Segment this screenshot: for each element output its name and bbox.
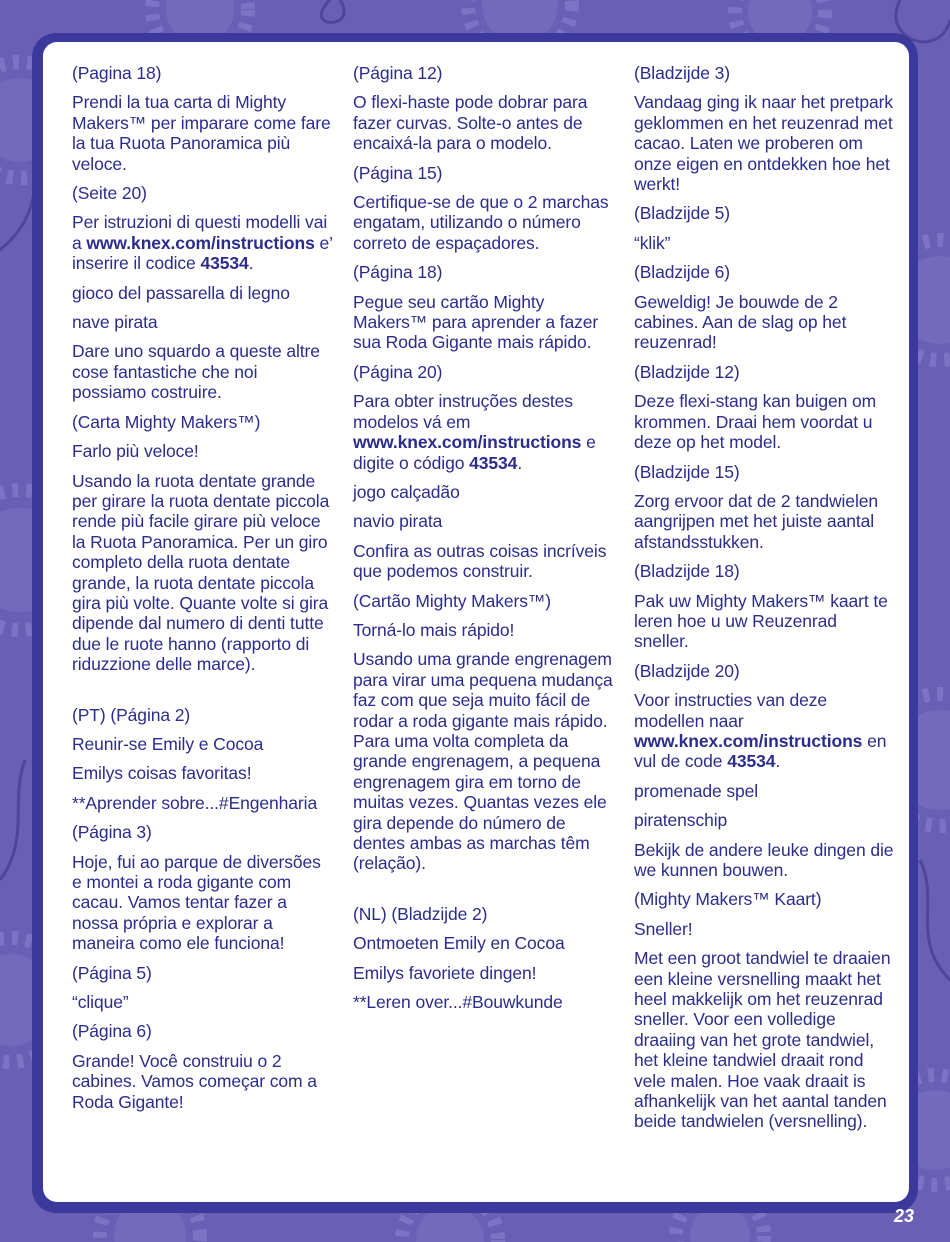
paragraph: Dare uno squardo a queste altre cose fantastiche che noi possiamo costruire. (72, 341, 320, 403)
paragraph: Deze flexi-stang kan buigen om krommen. Draai hem voordat u deze op het model. (634, 391, 877, 453)
page-ref: (Pagina 18) (72, 63, 162, 83)
paragraph: **Aprender sobre...#Engenharia (72, 792, 318, 813)
paragraph: “klik” (634, 232, 671, 253)
paragraph: navio pirata (353, 511, 443, 532)
paragraph: Ontmoeten Emily en Cocoa (353, 933, 565, 954)
page-ref: (Cartão Mighty Makers™) (353, 590, 552, 611)
paragraph: O flexi-haste pode dobrar para fazer curvas. Solte-o antes de encaixá-la para o modelo. (353, 92, 588, 154)
page-ref: (Página 18) (353, 262, 443, 283)
page-ref: (Página 15) (353, 162, 443, 183)
instructions-paragraph: Per istruzioni di questi modelli vai a www.knex.com/instructions e’ inserire il codice 43534. (72, 212, 333, 274)
page-ref: (Página 20) (353, 361, 443, 382)
page-ref: (Página 6) (72, 1021, 152, 1042)
page-ref: (Bladzijde 20) (634, 660, 740, 681)
paragraph: Grande! Você construiu o 2 cabines. Vamos começar com a Roda Gigante! (72, 1050, 317, 1112)
page-ref: (Bladzijde 15) (634, 461, 740, 482)
paragraph: “clique” (72, 992, 129, 1013)
paragraph: Vandaag ging ik naar het pretpark geklommen en het reuzenrad met cacao. Laten we proberen om onze eigen en ontdekken hoe het werkt! (634, 92, 894, 195)
page-ref: (Página 5) (72, 962, 152, 983)
paragraph: Certifique-se de que o 2 marchas engatam, utilizando o número correto de espaçadores. (353, 192, 609, 253)
page-ref: (Seite 20) (72, 183, 147, 204)
paragraph: Usando uma grande engrenagem para virar uma pequena mudança faz com que seja muito fácil de rodar a roda gigante mais rápido. Para uma volta completa da grande engrenagem, a pequena engrenagem gira em torno de muitas vezes. Quantas vezes ele gira depende do número de dentes ambas as marchas têm (relação). (353, 649, 613, 874)
paragraph: Emilys favoriete dingen! (353, 962, 537, 983)
paragraph: piratenschip (634, 810, 728, 831)
model-code: 43534 (469, 452, 518, 473)
page-ref: (Bladzijde 6) (634, 262, 730, 283)
paragraph: Bekijk de andere leuke dingen die we kunnen bouwen. (634, 839, 894, 880)
page-ref: (Carta Mighty Makers™) (72, 411, 261, 432)
page-ref: (Bladzijde 5) (634, 203, 730, 224)
paragraph: Emilys coisas favoritas! (72, 763, 252, 784)
paragraph: Geweldig! Je bouwde de 2 cabines. Aan de slag op het reuzenrad! (634, 291, 847, 353)
paragraph: Pak uw Mighty Makers™ kaart te leren hoe u uw Reuzenrad sneller. (634, 590, 888, 652)
section-heading: (PT) (Página 2) (72, 704, 191, 725)
page-ref: (Página 12) (353, 63, 443, 83)
model-code: 43534 (727, 751, 776, 772)
paragraph: gioco del passarella di legno (72, 282, 290, 303)
paragraph: Usando la ruota dentate grande per girare la ruota dentate piccola rende più facile girare più veloce la Ruota Panoramica. Per un giro completo della ruota dentate grande, la ruota dentate piccola gira più volte. Quante volte si gira dipende dal numero di denti tutte due le ruote hanno (rapporto di riduzzione delle marce). (72, 470, 330, 675)
model-code: 43534 (200, 253, 249, 274)
column-italian (72, 63, 334, 1121)
instructions-url: www.knex.com/instructions (353, 432, 582, 453)
paragraph: nave pirata (72, 312, 158, 333)
paragraph: **Leren over...#Bouwkunde (353, 992, 563, 1013)
paragraph: Torná-lo mais rápido! (353, 619, 515, 640)
paragraph: Prendi la tua carta di Mighty Makers™ per imparare come fare la tua Ruota Panoramica più veloce. (72, 92, 331, 174)
page-ref: (Bladzijde 12) (634, 361, 740, 382)
paragraph: Confira as outras coisas incríveis que podemos construir. (353, 540, 607, 582)
instructions-url: www.knex.com/instructions (634, 730, 863, 751)
paragraph: promenade spel (634, 780, 759, 801)
paragraph: Sneller! (634, 918, 693, 939)
column-dutch (634, 63, 896, 1141)
paragraph: Farlo più veloce! (72, 441, 199, 462)
page-ref: (Página 3) (72, 822, 152, 843)
page-ref: (Bladzijde 3) (634, 63, 730, 83)
instructions-paragraph: Para obter instruções destes modelos vá em www.knex.com/instructions e digite o código 43534. (353, 391, 596, 473)
instructions-url: www.knex.com/instructions (86, 232, 315, 253)
paragraph: Hoje, fui ao parque de diversões e montei a roda gigante com cacau. Vamos tentar fazer a nossa própria e explorar a maneira como ele funciona! (72, 851, 321, 954)
page-ref: (Bladzijde 18) (634, 561, 740, 582)
paragraph: Zorg ervoor dat de 2 tandwielen aangrijpen met het juiste aantal afstandsstukken. (634, 490, 878, 552)
instructions-paragraph: Voor instructies van deze modellen naar www.knex.com/instructions en vul de code 43534. (634, 690, 887, 772)
paragraph: Met een groot tandwiel te draaien een kleine versnelling maakt het heel makkelijk om het reuzenrad sneller. Voor een volledige draaiing van het grote tandwiel, het kleine tandwiel draait rond vele malen. Hoe vaak draait is afhankelijk van het aantal tanden beide tandwielen (versnelling). (634, 948, 891, 1132)
paragraph: Pegue seu cartão Mighty Makers™ para aprender a fazer sua Roda Gigante mais rápido. (353, 291, 599, 353)
section-heading: (NL) (Bladzijde 2) (353, 903, 488, 924)
page-number: 23 (893, 1206, 914, 1226)
page-ref: (Mighty Makers™ Kaart) (634, 889, 822, 910)
column-portuguese (353, 63, 615, 1021)
paragraph: Reunir-se Emily e Cocoa (72, 733, 264, 754)
paragraph: jogo calçadão (353, 481, 460, 502)
